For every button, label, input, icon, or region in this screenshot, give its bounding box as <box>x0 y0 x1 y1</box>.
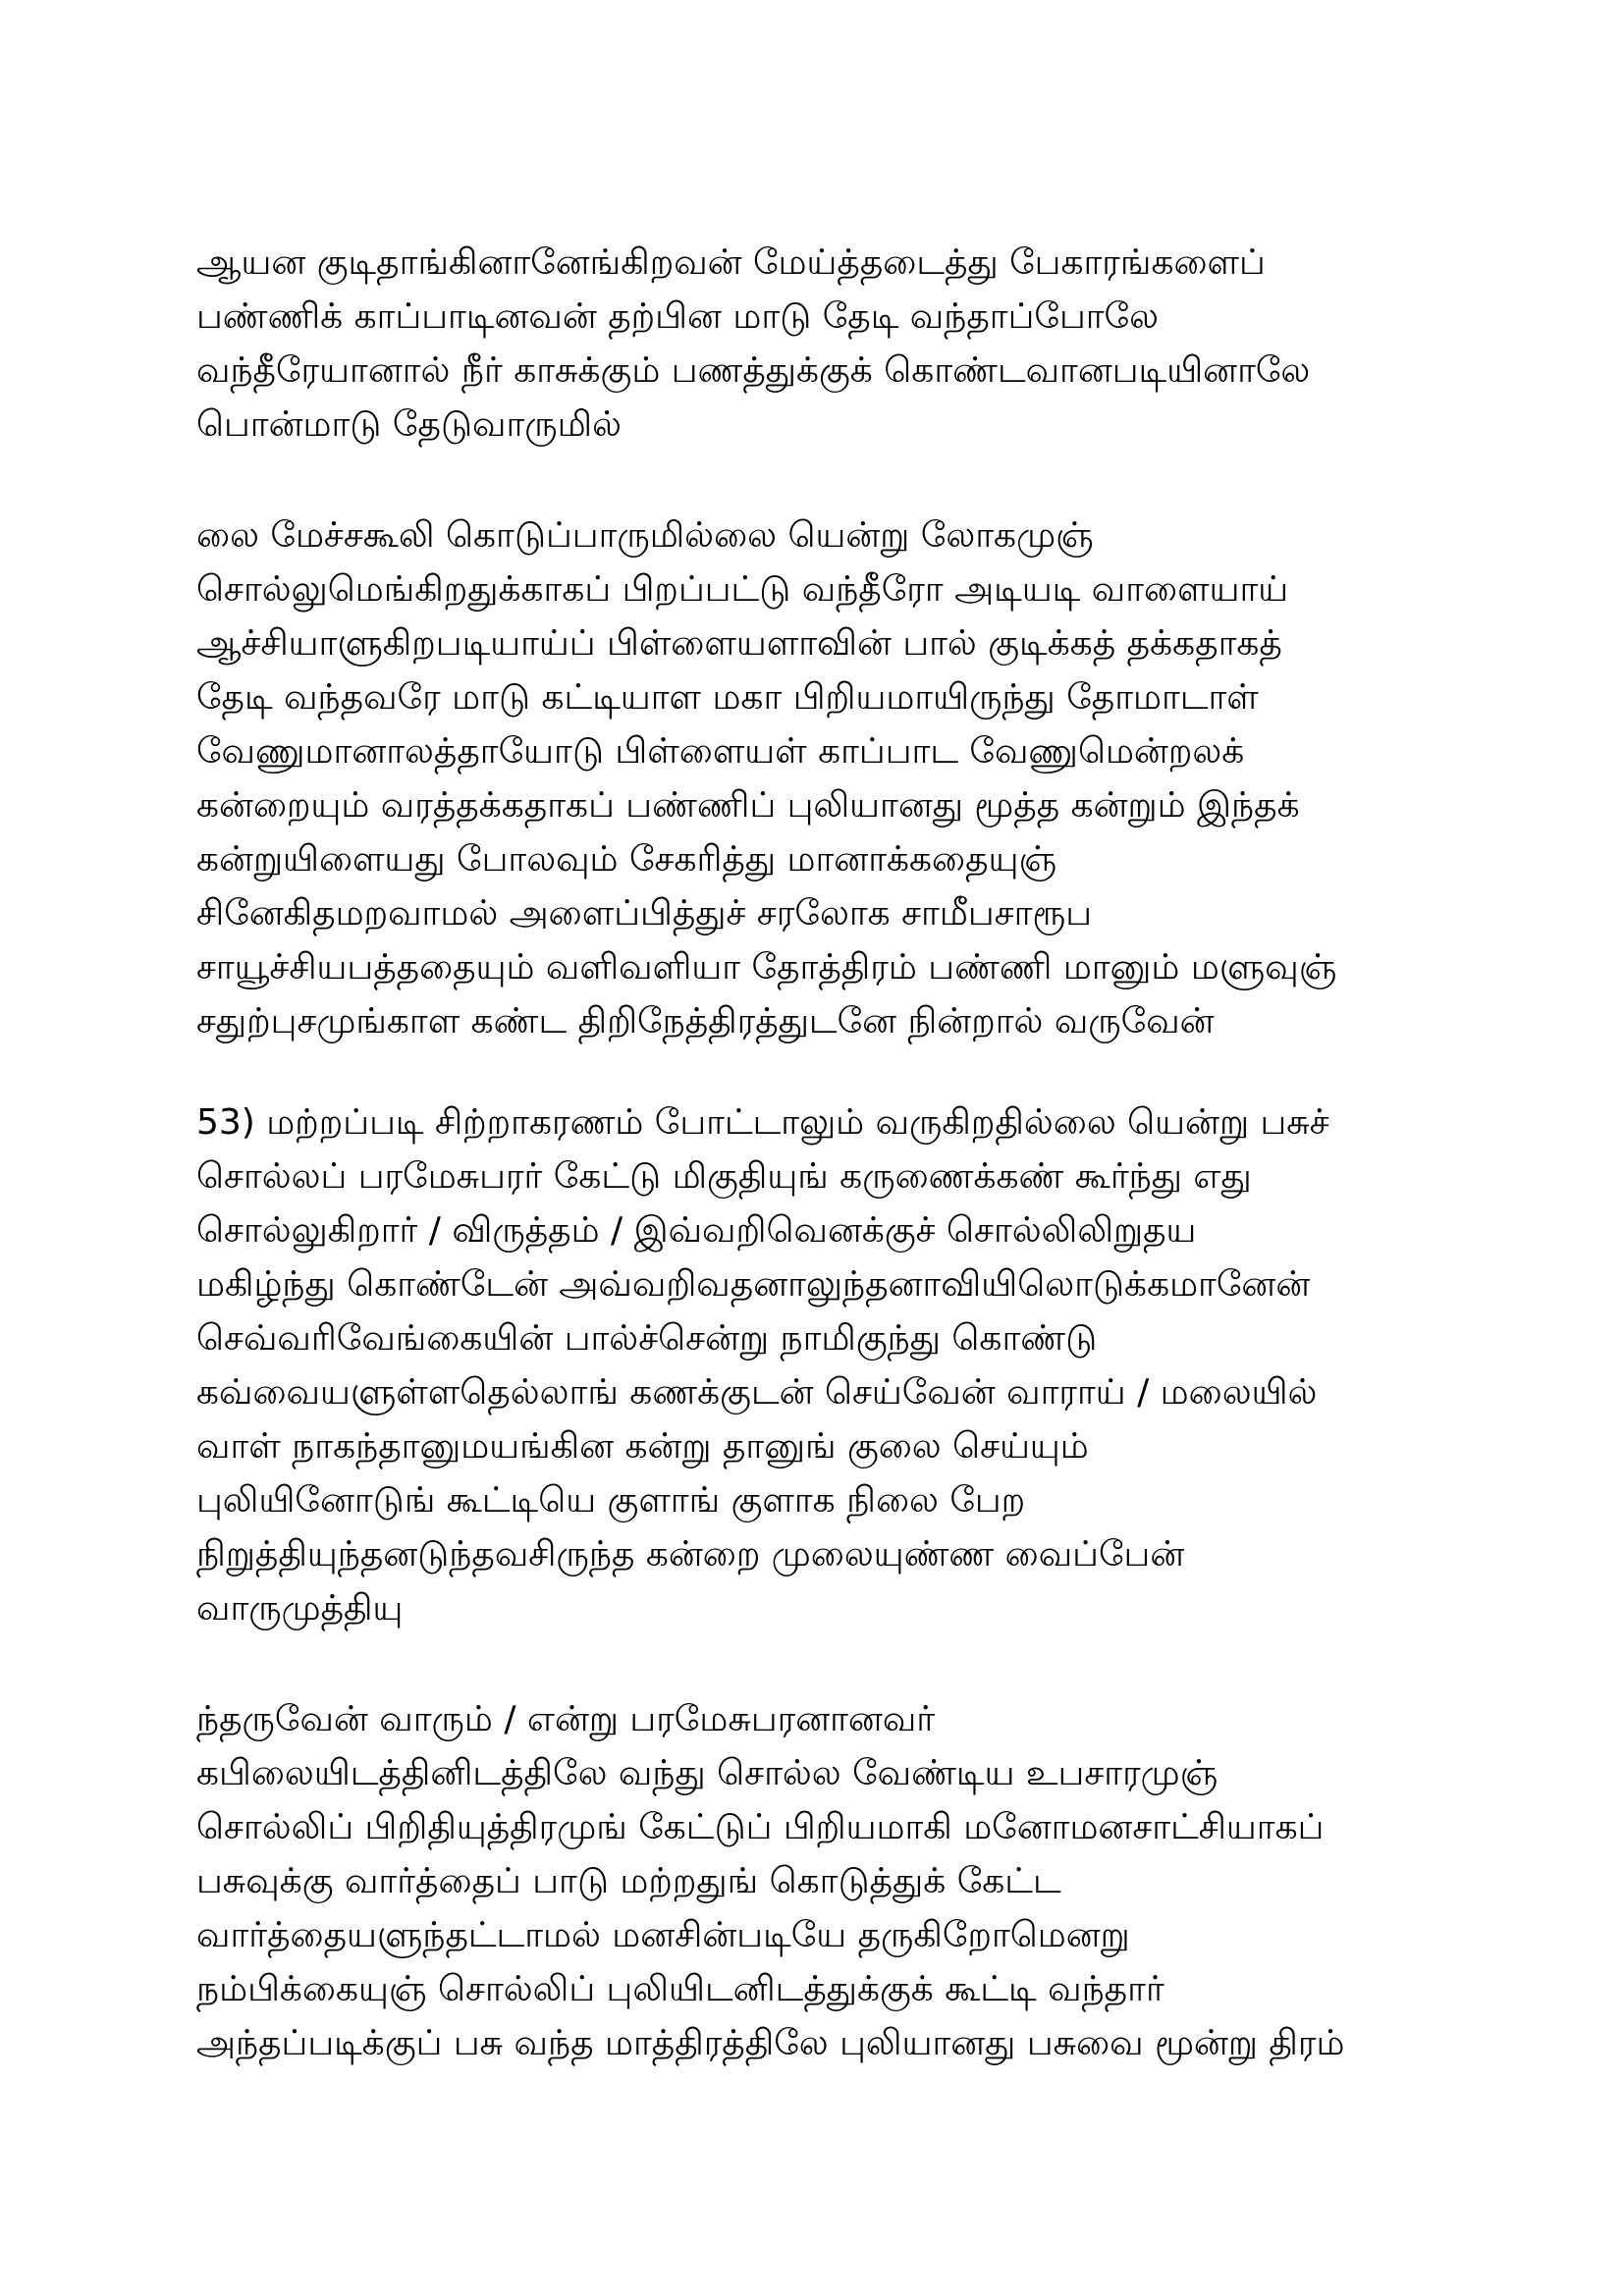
text-line: 53) மற்றப்படி சிற்றாகரணம் போட்டாலும் வருகிறதில்லை யென்று பசுச் <box>196 1102 1329 1143</box>
text-line: பண்ணிக் காப்பாடினவன் தற்பின மாடு தேடி வந்தாப்போலே <box>196 296 1159 337</box>
text-body <box>196 236 1492 2070</box>
text-line: நிறுத்தியுந்தனடுந்தவசிருந்த கன்றை முலையுண்ண வைப்பேன் <box>196 1534 1185 1575</box>
text-line: சொல்லுமெங்கிறதுக்காகப் பிறப்பட்டு வந்தீரோ அடியடி வாளையாய் <box>196 569 1289 610</box>
text-line: செவ்வரிவேங்கையின் பால்ச்சென்று நாமிகுந்து கொண்டு <box>196 1318 1098 1359</box>
text-line: சொல்லப் பரமேசுபரர் கேட்டு மிகுதியுங் கருணைக்கண் கூர்ந்து எது <box>196 1156 1252 1197</box>
paragraph-3 <box>196 1095 1492 1635</box>
text-line: சொல்லுகிறார் / விருத்தம் / இவ்வறிவெனக்குச் சொல்லிலிறுதய <box>196 1210 1197 1251</box>
paragraph-1 <box>196 236 1492 452</box>
text-line: அந்தப்படிக்குப் பசு வந்த மாத்திரத்திலே புலியானது பசுவை மூன்று திரம் <box>196 2023 1345 2063</box>
text-line: வாருமுத்தியு <box>196 1588 404 1629</box>
text-line: சதுற்புசமுங்காள கண்ட திறிநேத்திரத்துடனே நின்றால் வருவேன் <box>196 1001 1215 1041</box>
text-line: மகிழ்ந்து கொண்டேன் அவ்வறிவதனாலுந்தனாவியிலொடுக்கமானேன் <box>196 1264 1311 1305</box>
text-line: கன்றையும் வரத்தக்கதாகப் பண்ணிப் புலியானது மூத்த கன்றும் இந்தக் <box>196 785 1300 826</box>
text-line: கன்றுயிளையது போலவும் சேகரித்து மானாக்கதையுஞ் <box>196 839 1057 880</box>
paragraph-4 <box>196 1692 1492 2070</box>
paragraph-2 <box>196 508 1492 1048</box>
text-line: ந்தருவேன் வாரும் / என்று பரமேசுபரனானவர் <box>196 1699 936 1739</box>
text-line: வார்த்தையளுந்தட்டாமல் மனசின்படியே தருகிறோமெனறு <box>196 1915 1130 1955</box>
text-line: வாள் நாகந்தானுமயங்கின கன்று தானுங் குலை செய்யும் <box>196 1426 1089 1467</box>
text-line: சினேகிதமறவாமல் அளைப்பித்துச் சரலோக சாமீபசாரூப <box>196 893 1093 934</box>
text-line: வந்தீரேயானால் நீர் காசுக்கும் பணத்துக்குக் கொண்டவானபடியினாலே <box>196 350 1311 391</box>
text-line: பொன்மாடு தேடுவாருமில் <box>196 404 622 445</box>
text-line: நம்பிக்கையுஞ் சொல்லிப் புலியிடனிடத்துக்குக் கூட்டி வந்தார் <box>196 1969 1164 2009</box>
text-line: சொல்லிப் பிறிதியுத்திரமுங் கேட்டுப் பிறியமாகி மனோமனசாட்சியாகப் <box>196 1807 1325 1847</box>
text-line: வேணுமானாலத்தாயோடு பிள்ளையள் காப்பாட வேணுமென்றலக் <box>196 731 1245 772</box>
text-line: கவ்வையளுள்ளதெல்லாங் கணக்குடன் செய்வேன் வாராய் / மலையில் <box>196 1372 1318 1413</box>
text-line: புலியினோடுங் கூட்டியெ குளாங் குளாக நிலை பேற <box>196 1480 1026 1521</box>
text-line: கபிலையிடத்தினிடத்திலே வந்து சொல்ல வேண்டிய உபசாரமுஞ் <box>196 1753 1218 1793</box>
text-line: லை மேச்சகூலி கொடுப்பாருமில்லை யென்று லோகமுஞ் <box>196 515 1094 556</box>
text-line: ஆயன குடிதாங்கினானேங்கிறவன் மேய்த்தடைத்து பேகாரங்களைப் <box>196 242 1266 283</box>
text-line: ஆச்சியாளுகிறபடியாய்ப் பிள்ளையளாவின் பால் குடிக்கத் தக்கதாகத் <box>196 623 1282 664</box>
text-line: தேடி வந்தவரே மாடு கட்டியாள மகா பிறியமாயிருந்து தோமாடாள் <box>196 677 1259 718</box>
text-line: சாயூச்சியபத்ததையும் வளிவளியா தோத்திரம் பண்ணி மானும் மளுவுஞ் <box>196 947 1337 988</box>
text-line: பசுவுக்கு வார்த்தைப் பாடு மற்றதுங் கொடுத்துக் கேட்ட <box>196 1861 1061 1901</box>
